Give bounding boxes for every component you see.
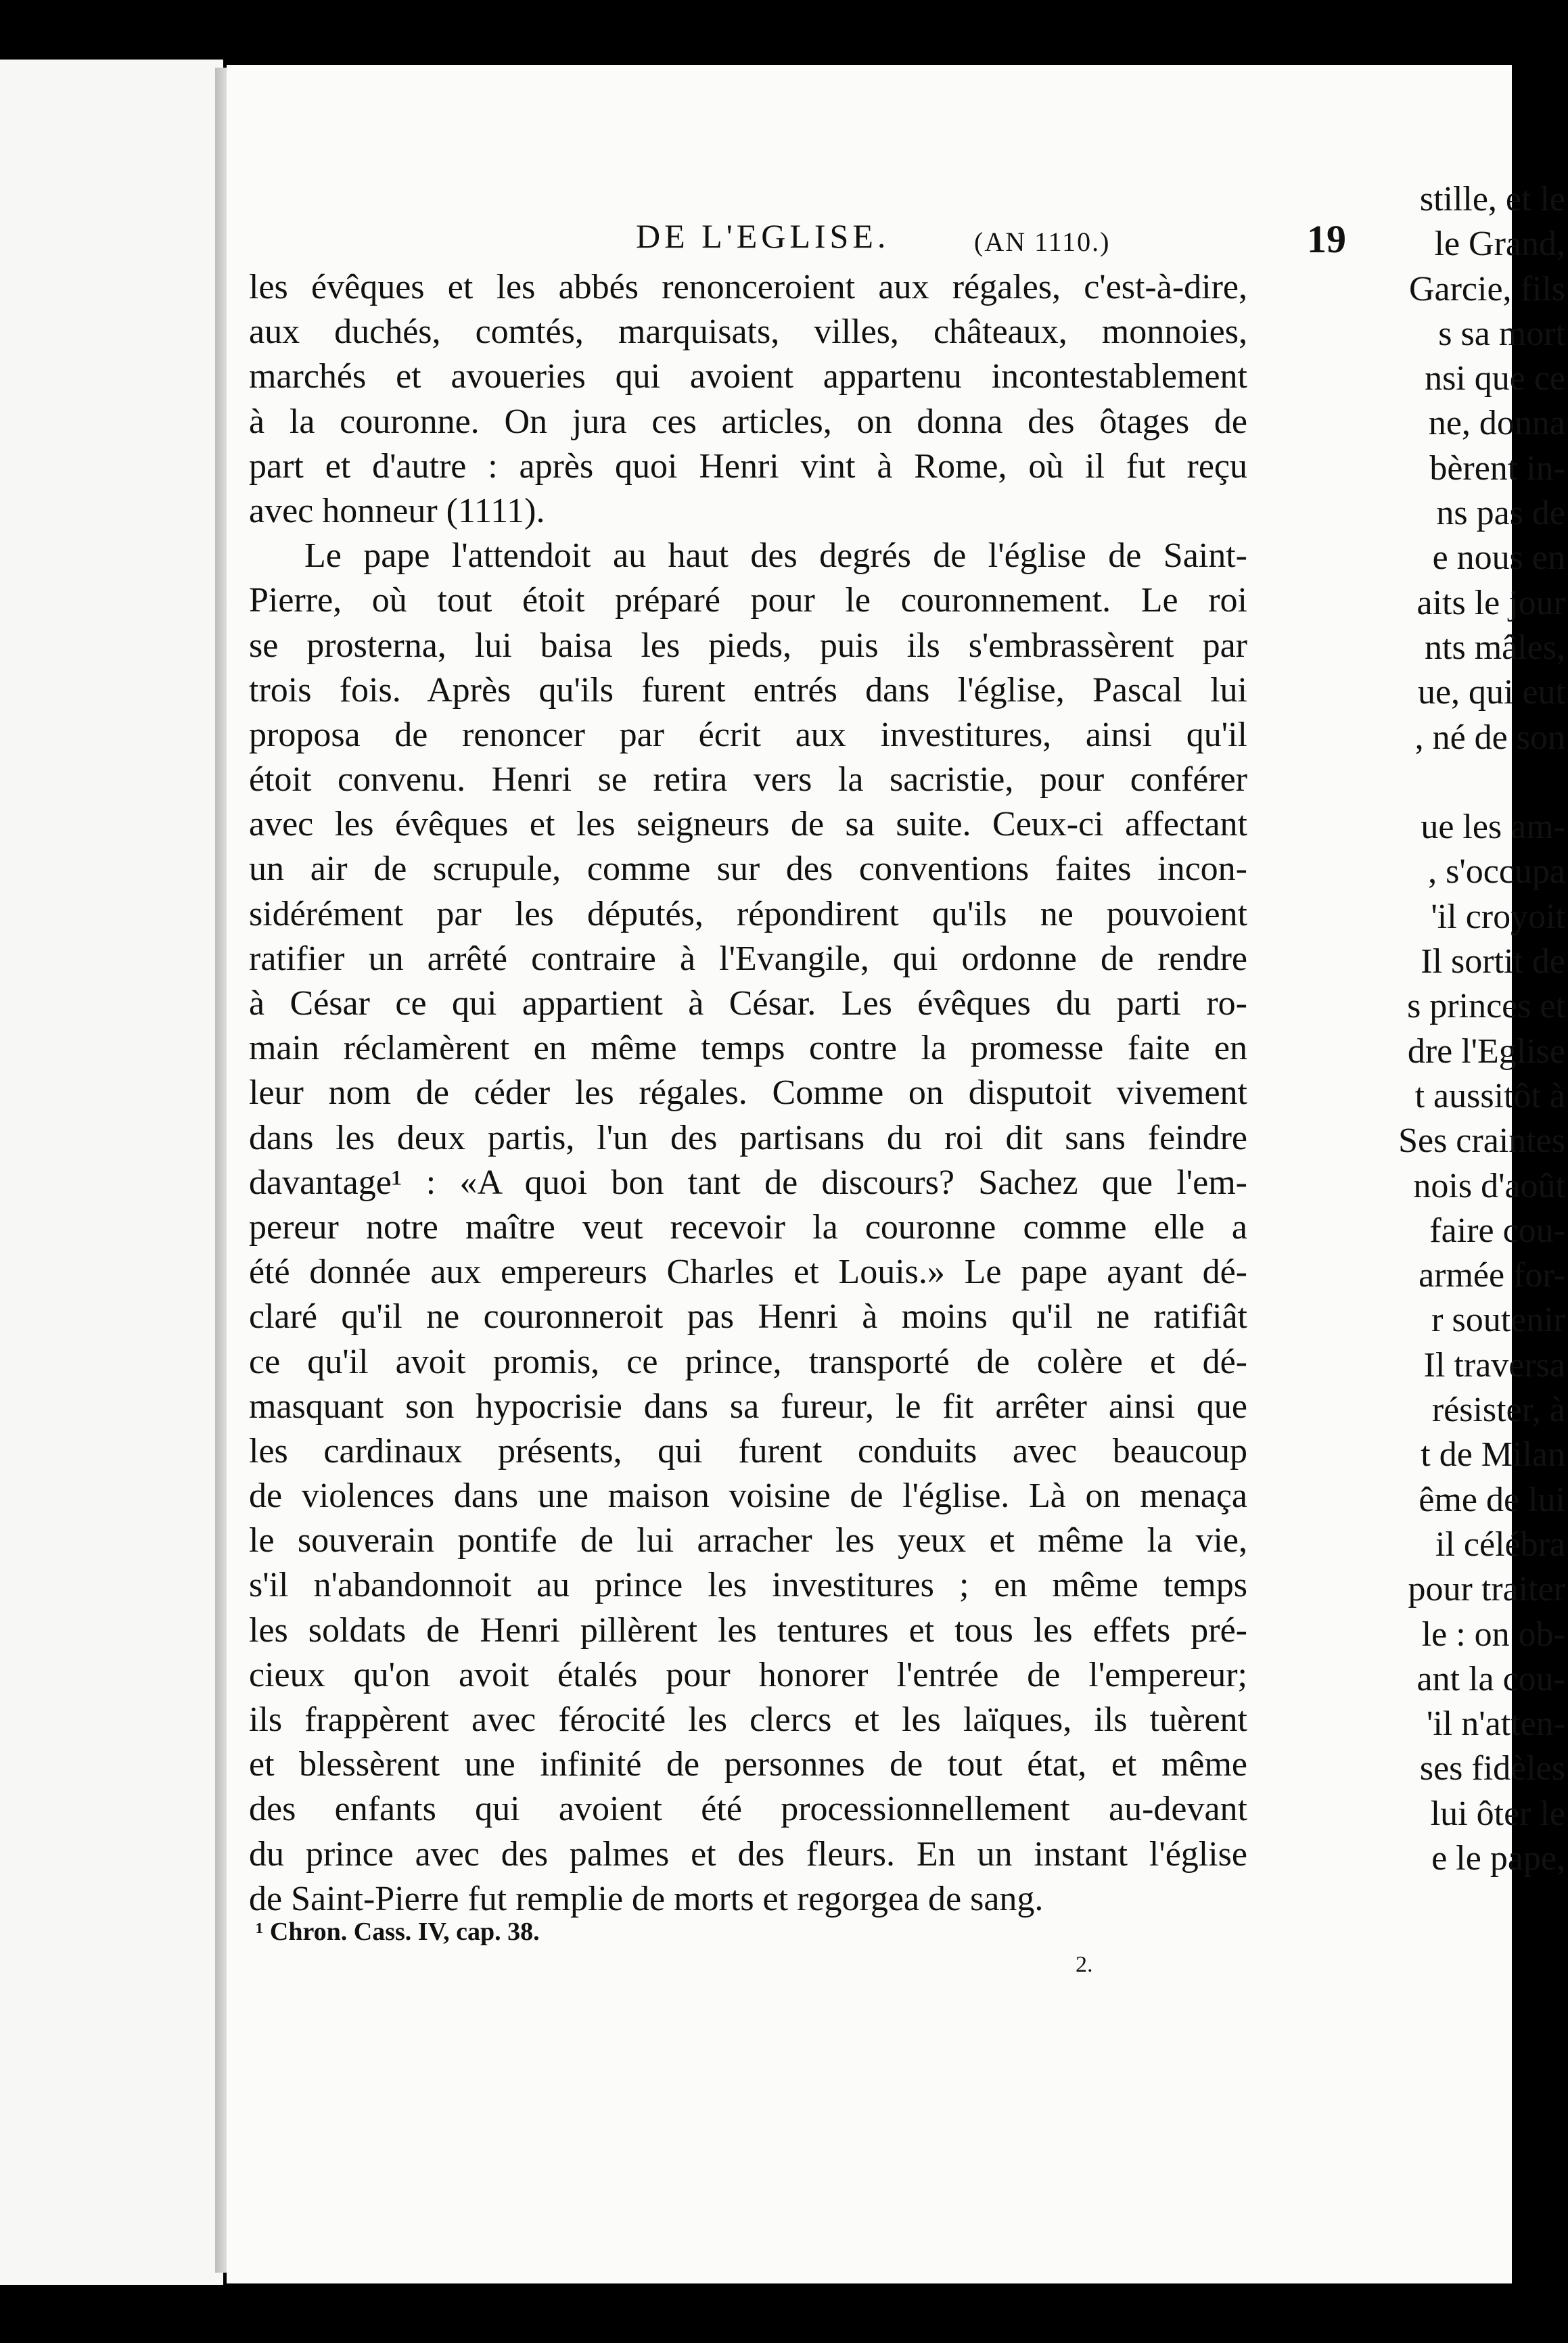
left-page-line: il célébra	[1435, 1525, 1565, 1564]
left-page-line: nsi que ce	[1425, 359, 1565, 398]
left-page-line: t de Milan	[1421, 1435, 1565, 1475]
left-page-line: bèrent in-	[1429, 448, 1565, 488]
text-line: se prosterna, lui baisa les pieds, puis ils s'embrassèrent par	[249, 626, 1247, 665]
left-page-line: s sa mort	[1438, 314, 1565, 353]
running-head	[379, 216, 1346, 271]
text-line: davantage¹ : «A quoi bon tant de discours? Sachez que l'em-	[249, 1163, 1247, 1202]
left-page-line: ne, donna	[1428, 404, 1565, 443]
running-head-title: DE L'EGLISE.	[636, 217, 890, 255]
text-line: de Saint-Pierre fut remplie de morts et regorgea de sang.	[249, 1879, 1044, 1918]
left-page-line: e nous en	[1432, 538, 1565, 578]
left-page-line: Il sortit de	[1421, 942, 1565, 981]
left-page-line: ant la cou-	[1416, 1659, 1565, 1698]
left-page-line: faire cou-	[1429, 1211, 1565, 1250]
left-page-line: résister, à	[1431, 1391, 1565, 1430]
signature-mark: 2.	[1076, 1952, 1093, 1977]
text-line: marchés et avoueries qui avoient appartenu incontestablement	[249, 357, 1247, 396]
text-line: pereur notre maître veut recevoir la couronne comme elle a	[249, 1207, 1247, 1247]
left-page-line: 'il n'atten-	[1426, 1704, 1565, 1744]
left-page-line: ue, qui eut	[1417, 673, 1565, 712]
text-line: étoit convenu. Henri se retira vers la sacristie, pour conférer	[249, 760, 1247, 799]
left-page-line: , s'occupa	[1428, 852, 1565, 891]
text-line: et blessèrent une infinité de personnes de tout état, et même	[249, 1745, 1247, 1784]
text-line: les soldats de Henri pillèrent les tentures et tous les effets pré-	[249, 1610, 1247, 1650]
text-line: ce qu'il avoit promis, ce prince, transporté de colère et dé-	[249, 1342, 1247, 1381]
left-page-line: nts mâles,	[1425, 628, 1565, 667]
text-line: un air de scrupule, comme sur des conventions faites incon-	[249, 850, 1247, 889]
text-line: Pierre, où tout étoit préparé pour le couronnement. Le roi	[249, 581, 1247, 620]
left-page-line: le Grand,	[1434, 225, 1565, 264]
left-page-line: ses fidèles	[1419, 1749, 1565, 1788]
left-page-line: Garcie, fils	[1408, 269, 1565, 308]
left-page-line: lui ôter le	[1430, 1794, 1565, 1833]
text-line: claré qu'il ne couronneroit pas Henri à moins qu'il ne ratifiât	[249, 1297, 1247, 1337]
left-page-line: Il traversa	[1423, 1345, 1565, 1385]
body-text	[249, 265, 1247, 1922]
text-line: avec les évêques et les seigneurs de sa suite. Ceux-ci affectant	[249, 805, 1247, 844]
left-page-line: Ses craintes	[1398, 1121, 1565, 1161]
text-line: trois fois. Après qu'ils furent entrés dans l'église, Pascal lui	[249, 670, 1247, 710]
text-line: part et d'autre : après quoi Henri vint à Rome, où il fut reçu	[249, 446, 1247, 486]
left-page-line: 'il croyoit	[1431, 897, 1565, 936]
left-page-line: e le pape,	[1431, 1838, 1565, 1878]
page-number: 19	[1307, 217, 1346, 261]
text-line: avec honneur (1111).	[249, 491, 545, 530]
left-page	[0, 60, 223, 2285]
left-page-text	[1322, 177, 1565, 1881]
left-page-line: nois d'août	[1413, 1166, 1565, 1205]
text-line: du prince avec des palmes et des fleurs. En un instant l'église	[249, 1834, 1247, 1874]
text-line: cieux qu'on avoit étalés pour honorer l'entrée de l'empereur;	[249, 1655, 1247, 1694]
left-page-line	[1322, 760, 1565, 805]
text-line: ils frappèrent avec férocité les clercs et les laïques, ils tuèrent	[249, 1700, 1247, 1739]
left-page-line: ême de lui	[1419, 1480, 1565, 1519]
text-line: main réclamèrent en même temps contre la promesse faite en	[249, 1029, 1247, 1068]
left-page-line: aits le jour	[1416, 583, 1565, 622]
text-line: les cardinaux présents, qui furent conduits avec beaucoup	[249, 1431, 1247, 1470]
left-page-line: ns pas de	[1436, 494, 1565, 533]
text-line: les évêques et les abbés renonceroient aux régales, c'est-à-dire,	[249, 268, 1247, 306]
left-page-line: ue les am-	[1421, 808, 1565, 847]
left-page-line: pour traiter	[1408, 1570, 1565, 1609]
text-line: dans les deux partis, l'un des partisans du roi dit sans feindre	[249, 1118, 1247, 1157]
running-head-year: (AN 1110.)	[974, 227, 1111, 257]
text-line: sidérément par les députés, répondirent qu'ils ne pouvoient	[249, 894, 1247, 933]
text-line: proposa de renoncer par écrit aux investitures, ainsi qu'il	[249, 715, 1247, 754]
text-line: le souverain pontife de lui arracher les yeux et même la vie,	[249, 1521, 1247, 1560]
text-line: ratifier un arrêté contraire à l'Evangile, qui ordonne de rendre	[249, 939, 1247, 978]
text-line: Le pape l'attendoit au haut des degrés de l'église de Saint-	[304, 536, 1247, 576]
text-line: des enfants qui avoient été processionnellement au-devant	[249, 1790, 1247, 1829]
left-page-line: t aussitôt à	[1414, 1076, 1565, 1115]
left-page-line: r soutenir	[1431, 1301, 1565, 1340]
text-line: leur nom de céder les régales. Comme on disputoit vivement	[249, 1073, 1247, 1113]
text-line: à la couronne. On jura ces articles, on donna des ôtages de	[249, 402, 1247, 441]
left-page-line: s princes et	[1407, 987, 1565, 1026]
left-page-line: stille, et le	[1419, 180, 1565, 218]
text-line: aux duchés, comtés, marquisats, villes, châteaux, monnoies,	[249, 312, 1247, 352]
text-line: été donnée aux empereurs Charles et Louis.» Le pape ayant dé-	[249, 1253, 1247, 1292]
text-line: masquant son hypocrisie dans sa fureur, le fit arrêter ainsi que	[249, 1387, 1247, 1426]
text-line: de violences dans une maison voisine de l'église. Là on menaça	[249, 1477, 1247, 1516]
left-page-line: armée for-	[1419, 1256, 1565, 1295]
left-page-line: dre l'Eglise	[1407, 1031, 1565, 1071]
left-page-line: , né de son	[1414, 718, 1565, 757]
text-line: à César ce qui appartient à César. Les évêques du parti ro-	[249, 984, 1247, 1023]
left-page-line: le : on ob-	[1421, 1615, 1565, 1654]
footnote: ¹ Chron. Cass. IV, cap. 38.	[256, 1918, 540, 1946]
text-line: s'il n'abandonnoit au prince les investitures ; en même temps	[249, 1566, 1247, 1605]
